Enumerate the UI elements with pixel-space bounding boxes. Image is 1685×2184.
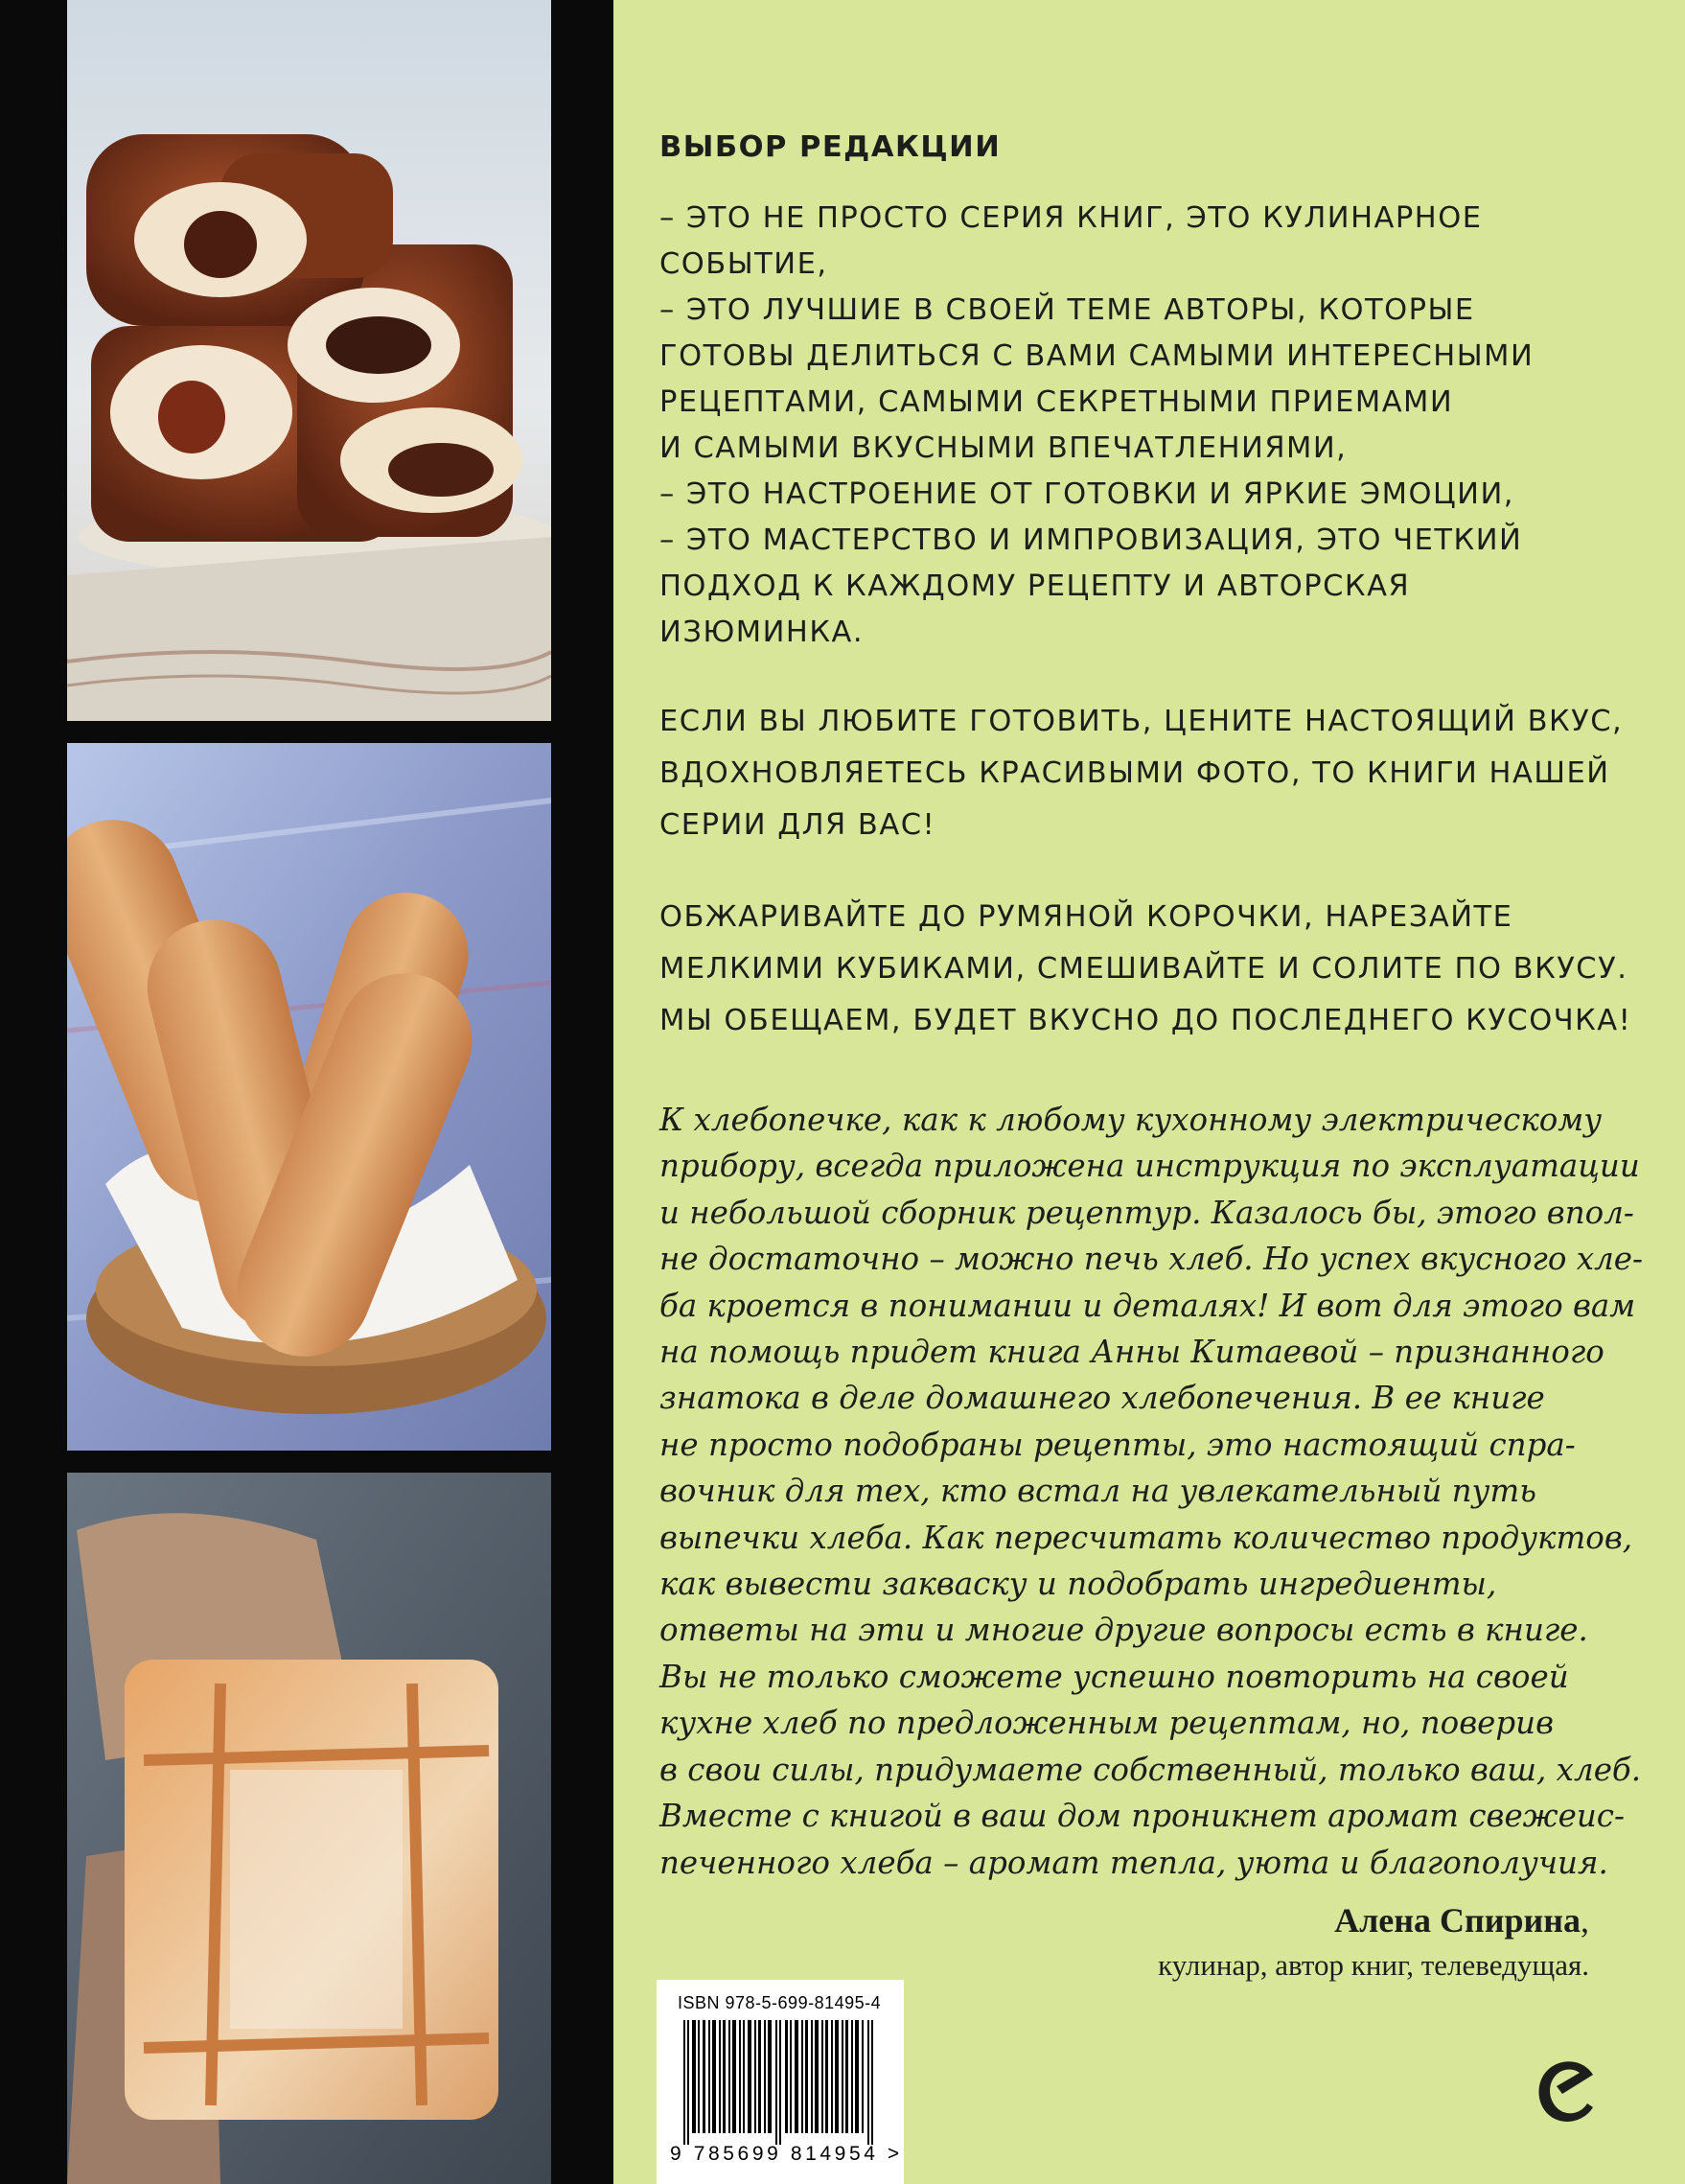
- review-line: в свои силы, придумаете собственный, только ваш, хлеб.: [659, 1751, 1642, 1788]
- paragraph-line: СЕРИИ ДЛЯ ВАС!: [659, 808, 936, 842]
- intro-line: – ЭТО НЕ ПРОСТО СЕРИЯ КНИГ, ЭТО КУЛИНАРНОЕ: [659, 201, 1483, 235]
- isbn-barcode-box: [657, 1980, 904, 2184]
- paragraph-line: ЕСЛИ ВЫ ЛЮБИТЕ ГОТОВИТЬ, ЦЕНИТЕ НАСТОЯЩИЙ ВКУС,: [659, 705, 1624, 738]
- review-line: на помощь придет книга Анны Китаевой – признанного: [659, 1334, 1604, 1371]
- review-line: К хлебопечке, как к любому кухонному электрическому: [659, 1102, 1603, 1138]
- intro-line: И САМЫМИ ВКУСНЫМИ ВПЕЧАТЛЕНИЯМИ,: [659, 431, 1348, 465]
- review-line: печенного хлеба – аромат тепла, уюта и благополучия.: [659, 1844, 1608, 1881]
- photo-square-loaf: [67, 1473, 551, 2184]
- review-line: прибору, всегда приложена инструкция по эксплуатации: [659, 1148, 1640, 1185]
- reviewer-name: Алена Спирина: [1334, 1901, 1581, 1940]
- review-line: ба кроется в понимании и деталях! И вот для этого вам: [659, 1287, 1636, 1324]
- paragraph-line: МЕЛКИМИ КУБИКАМИ, СМЕШИВАЙТЕ И СОЛИТЕ ПО ВКУСУ.: [659, 952, 1628, 986]
- review-line: Вместе с книгой в ваш дом проникнет аромат свежеис-: [659, 1798, 1625, 1835]
- editors-choice-heading: ВЫБОР РЕДАКЦИИ: [659, 130, 1002, 164]
- review-line: не просто подобраны рецепты, это настоящий спра-: [659, 1426, 1576, 1463]
- photo-baguettes-basket: [67, 743, 551, 1451]
- review-text: [659, 1097, 1643, 1886]
- reviewer-comma: ,: [1581, 1901, 1589, 1940]
- review-line: Вы не только сможете успешно повторить на своей: [659, 1658, 1569, 1695]
- intro-line: СОБЫТИЕ,: [659, 247, 828, 281]
- reviewer-name-line: [1158, 1897, 1589, 1943]
- barcode-digits: 9 785699 814954 >: [670, 2143, 903, 2165]
- review-line: не достаточно – можно печь хлеб. Но успех вкусного хле-: [659, 1241, 1643, 1278]
- review-line: и небольшой сборник рецептур. Казалось бы, этого впол-: [659, 1194, 1634, 1231]
- paragraph-line: МЫ ОБЕЩАЕМ, БУДЕТ ВКУСНО ДО ПОСЛЕДНЕГО КУСОЧКА!: [659, 1004, 1632, 1037]
- review-line: кухне хлеб по предложенным рецептам, но, поверив: [659, 1705, 1554, 1742]
- paragraph-line: ВДОХНОВЛЯЕТЕСЬ КРАСИВЫМИ ФОТО, ТО КНИГИ НАШЕЙ: [659, 756, 1610, 790]
- review-line: как вывести закваску и подобрать ингредиенты,: [659, 1566, 1497, 1603]
- photo-column: [0, 0, 613, 2184]
- intro-line: – ЭТО МАСТЕРСТВО И ИМПРОВИЗАЦИЯ, ЭТО ЧЕТКИЙ: [659, 523, 1523, 557]
- paragraph-line: ОБЖАРИВАЙТЕ ДО РУМЯНОЙ КОРОЧКИ, НАРЕЗАЙТЕ: [659, 900, 1513, 934]
- love-cooking-paragraph: [659, 696, 1637, 851]
- promise-paragraph: [659, 892, 1637, 1047]
- intro-line: – ЭТО ЛУЧШИЕ В СВОЕЙ ТЕМЕ АВТОРЫ, КОТОРЫЕ: [659, 293, 1475, 327]
- intro-line: – ЭТО НАСТРОЕНИЕ ОТ ГОТОВКИ И ЯРКИЕ ЭМОЦИИ,: [659, 477, 1515, 511]
- review-line: ответы на эти и многие другие вопросы есть в книге.: [659, 1612, 1588, 1649]
- reviewer-signature: [1158, 1897, 1589, 1987]
- review-line: знатока в деле домашнего хлебопечения. В ее книге: [659, 1380, 1545, 1417]
- publisher-logo-icon: [1534, 2052, 1601, 2128]
- intro-list: [659, 196, 1637, 656]
- review-line: вочник для тех, кто встал на увлекательный путь: [659, 1473, 1536, 1510]
- intro-line: ГОТОВЫ ДЕЛИТЬСЯ С ВАМИ САМЫМИ ИНТЕРЕСНЫМИ: [659, 339, 1535, 373]
- cover-text: [659, 125, 1643, 1886]
- intro-line: ИЗЮМИНКА.: [659, 616, 865, 649]
- reviewer-role: кулинар, автор книг, телеведущая.: [1158, 1948, 1589, 1982]
- barcode-graphic: [674, 2020, 887, 2145]
- review-line: выпечки хлеба. Как пересчитать количество продуктов,: [659, 1519, 1633, 1556]
- intro-line: ПОДХОД К КАЖДОМУ РЕЦЕПТУ И АВТОРСКАЯ: [659, 569, 1411, 603]
- intro-line: РЕЦЕПТАМИ, САМЫМИ СЕКРЕТНЫМИ ПРИЕМАМИ: [659, 385, 1454, 419]
- isbn-label: ISBN 978-5-699-81495-4: [678, 1993, 882, 2012]
- photo-braided-fig-bread: [67, 0, 551, 721]
